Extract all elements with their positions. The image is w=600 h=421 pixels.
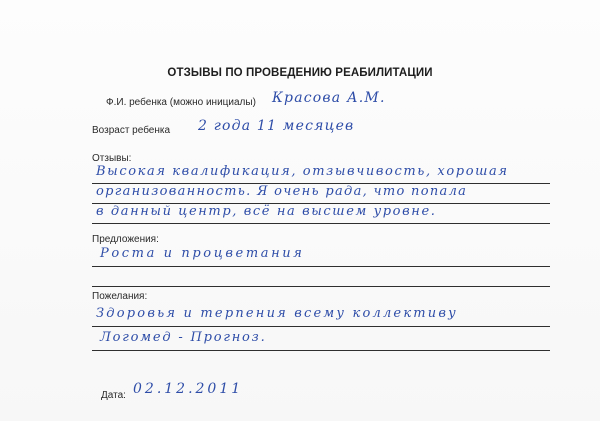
date-label: Дата: — [101, 390, 126, 401]
child-age-value: 2 года 11 месяцев — [198, 118, 355, 134]
reviews-line: Высокая квалификация, отзывчивость, хорошая — [96, 164, 509, 179]
suggestions-value: Роста и процветания — [100, 246, 305, 261]
wishes-line: Здоровья и терпения всему коллективу — [96, 306, 458, 321]
suggestions-label: Предложения: — [92, 234, 159, 245]
wishes-label: Пожелания: — [92, 291, 148, 302]
child-age-label: Возраст ребенка — [92, 125, 171, 136]
child-name-label: Ф.И. ребенка (можно инициалы) — [106, 97, 256, 108]
reviews-label: Отзывы: — [92, 153, 132, 164]
wishes-rule — [92, 350, 550, 351]
wishes-line: Логомед - Прогноз. — [100, 330, 267, 345]
reviews-line: организованность. Я очень рада, что попала — [96, 184, 468, 199]
child-name-value: Красова А.М. — [272, 90, 386, 106]
suggestions-rule — [92, 286, 550, 287]
form-title: ОТЗЫВЫ ПО ПРОВЕДЕНИЮ РЕАБИЛИТАЦИИ — [167, 67, 433, 79]
suggestions-rule — [92, 266, 550, 267]
wishes-rule — [92, 326, 550, 327]
reviews-line: в данный центр, всё на высшем уровне. — [96, 204, 437, 219]
reviews-rule — [92, 223, 550, 224]
date-value: 02.12.2011 — [133, 381, 244, 397]
